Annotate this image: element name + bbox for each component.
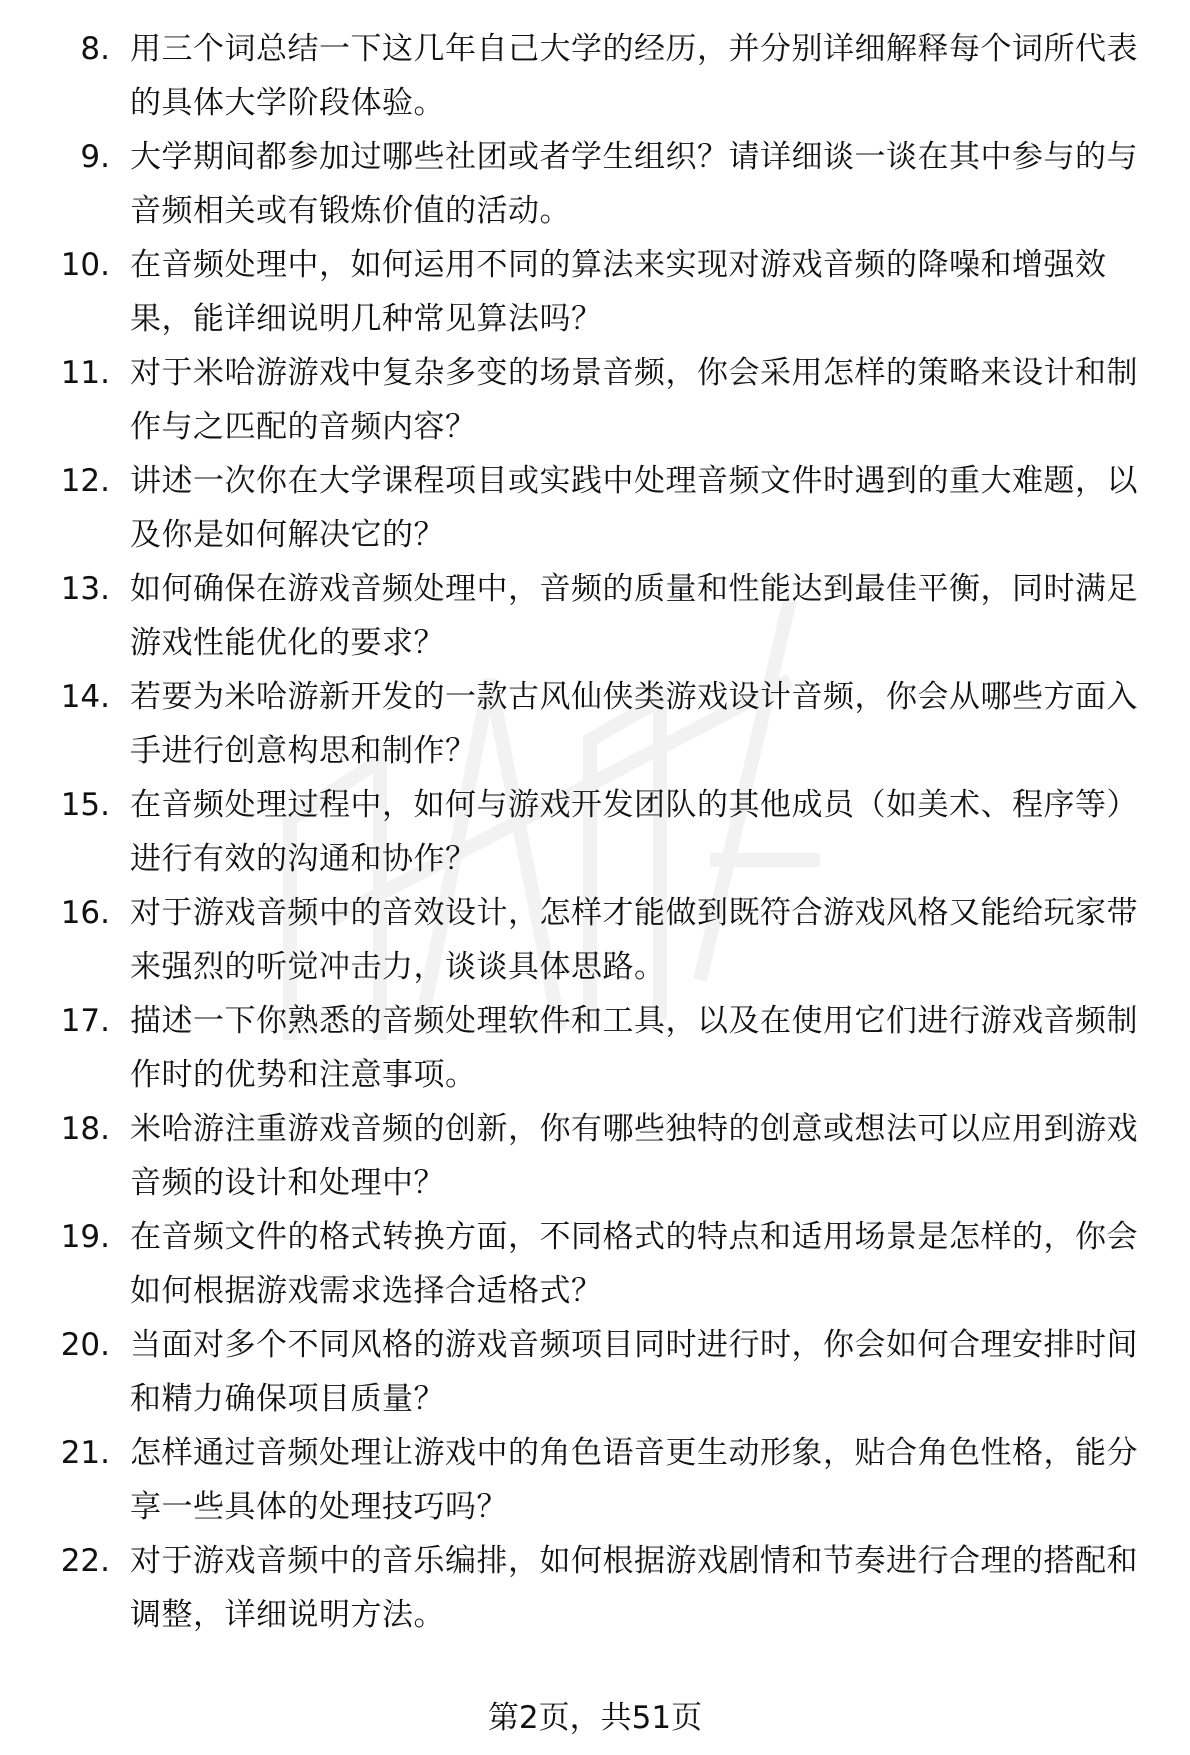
question-number: 8. <box>80 31 110 67</box>
question-number: 12. <box>60 463 110 499</box>
question-number: 22. <box>60 1543 110 1579</box>
question-item <box>0 22 1190 130</box>
question-text: 若要为米哈游新开发的一款古风仙侠类游戏设计音频，你会从哪些方面入手进行创意构思和制作？ <box>130 679 1138 769</box>
question-item <box>0 1426 1190 1534</box>
question-text: 用三个词总结一下这几年自己大学的经历，并分别详细解释每个词所代表的具体大学阶段体验。 <box>130 31 1138 121</box>
question-item <box>0 238 1190 346</box>
question-number: 14. <box>60 679 110 715</box>
question-number: 21. <box>60 1435 110 1471</box>
question-text: 如何确保在游戏音频处理中，音频的质量和性能达到最佳平衡，同时满足游戏性能优化的要求？ <box>130 571 1138 661</box>
question-item <box>0 130 1190 238</box>
question-number: 10. <box>60 247 110 283</box>
question-item <box>0 562 1190 670</box>
question-item <box>0 454 1190 562</box>
question-text: 对于游戏音频中的音效设计，怎样才能做到既符合游戏风格又能给玩家带来强烈的听觉冲击力，谈谈具体思路。 <box>130 895 1138 985</box>
question-number: 9. <box>80 139 110 175</box>
question-text: 当面对多个不同风格的游戏音频项目同时进行时，你会如何合理安排时间和精力确保项目质量？ <box>130 1327 1138 1417</box>
question-number: 17. <box>60 1003 110 1039</box>
question-text: 对于米哈游游戏中复杂多变的场景音频，你会采用怎样的策略来设计和制作与之匹配的音频内容？ <box>130 355 1138 445</box>
question-item <box>0 346 1190 454</box>
question-number: 15. <box>60 787 110 823</box>
question-number: 13. <box>60 571 110 607</box>
question-text: 怎样通过音频处理让游戏中的角色语音更生动形象，贴合角色性格，能分享一些具体的处理技巧吗？ <box>130 1435 1138 1525</box>
question-number: 19. <box>60 1219 110 1255</box>
question-text: 描述一下你熟悉的音频处理软件和工具，以及在使用它们进行游戏音频制作时的优势和注意事项。 <box>130 1003 1138 1093</box>
question-text: 在音频文件的格式转换方面，不同格式的特点和适用场景是怎样的，你会如何根据游戏需求选择合适格式？ <box>130 1219 1138 1309</box>
question-item <box>0 1534 1190 1642</box>
question-text: 在音频处理过程中，如何与游戏开发团队的其他成员（如美术、程序等）进行有效的沟通和协作？ <box>130 787 1138 877</box>
question-text: 大学期间都参加过哪些社团或者学生组织？请详细谈一谈在其中参与的与音频相关或有锻炼价值的活动。 <box>130 139 1138 229</box>
question-text: 讲述一次你在大学课程项目或实践中处理音频文件时遇到的重大难题，以及你是如何解决它的？ <box>130 463 1138 553</box>
question-number: 16. <box>60 895 110 931</box>
question-text: 在音频处理中，如何运用不同的算法来实现对游戏音频的降噪和增强效果，能详细说明几种常见算法吗？ <box>130 247 1107 337</box>
question-list <box>0 22 1190 1642</box>
question-number: 18. <box>60 1111 110 1147</box>
question-number: 11. <box>60 355 110 391</box>
question-item <box>0 670 1190 778</box>
question-item <box>0 886 1190 994</box>
question-text: 米哈游注重游戏音频的创新，你有哪些独特的创意或想法可以应用到游戏音频的设计和处理中？ <box>130 1111 1138 1201</box>
question-item <box>0 1102 1190 1210</box>
question-item <box>0 1210 1190 1318</box>
page-footer: 第2页，共51页 <box>487 1700 703 1736</box>
question-item <box>0 994 1190 1102</box>
question-item <box>0 778 1190 886</box>
question-text: 对于游戏音频中的音乐编排，如何根据游戏剧情和节奏进行合理的搭配和调整，详细说明方法。 <box>130 1543 1138 1633</box>
question-number: 20. <box>60 1327 110 1363</box>
question-item <box>0 1318 1190 1426</box>
